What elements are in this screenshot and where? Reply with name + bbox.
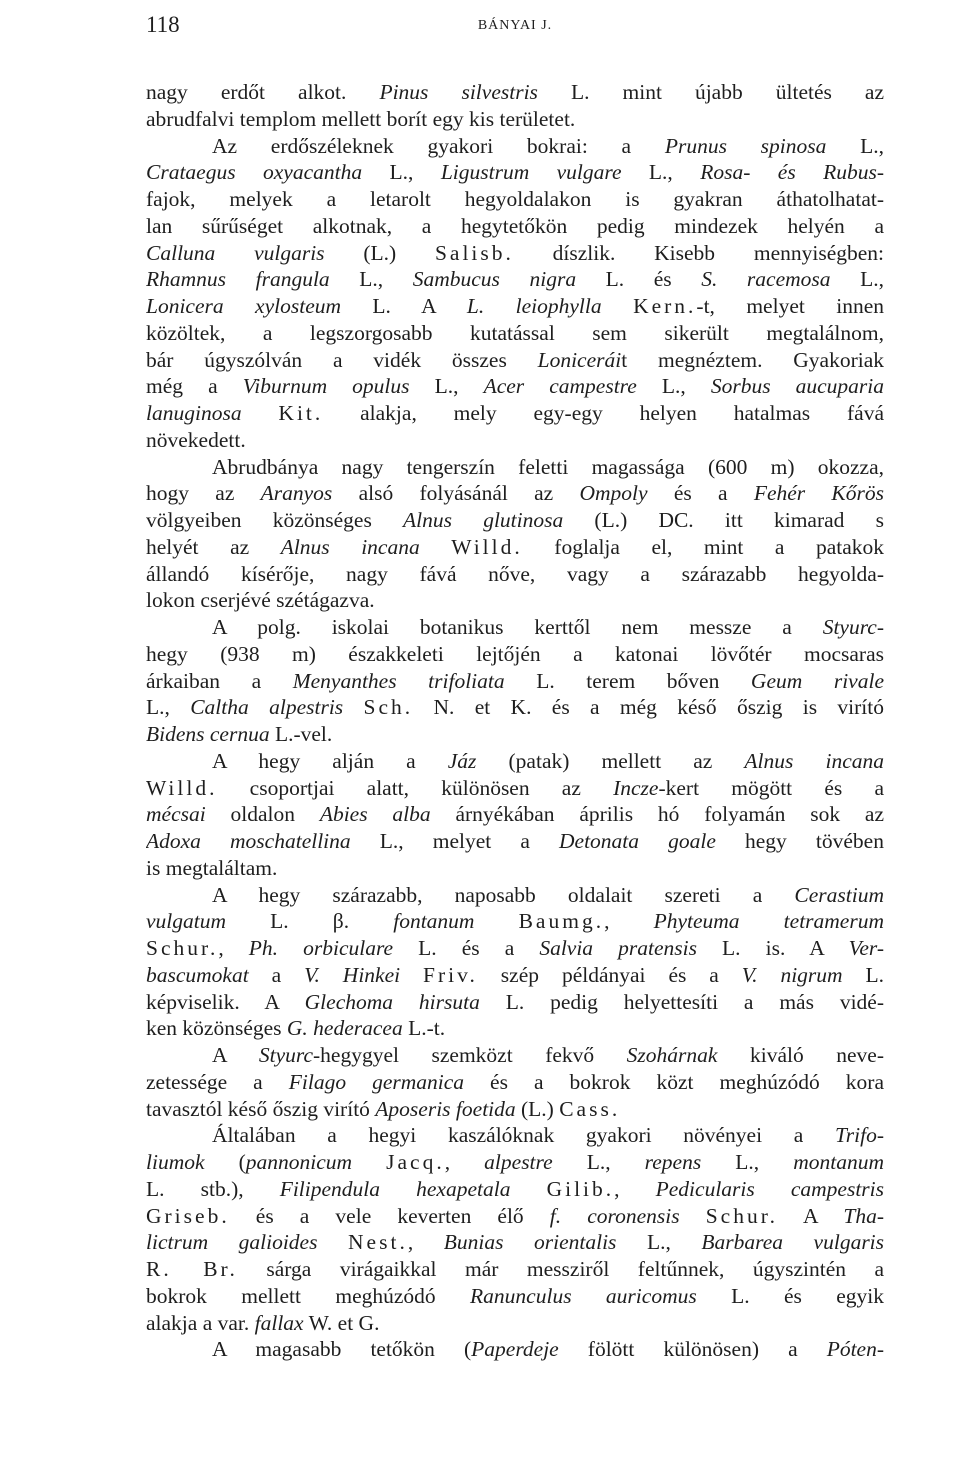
text-run: zetessége a: [146, 1069, 289, 1094]
text-line: [146, 908, 884, 935]
italic-taxon: Póten-: [826, 1337, 884, 1362]
italic-taxon: Crataegus oxyacantha: [146, 160, 363, 185]
text-line: [146, 962, 884, 989]
text-line: [146, 1122, 884, 1149]
text-run: közöltek, a legszorgosabb kutatással sem sikerült megtalálnom,: [146, 320, 884, 345]
italic-taxon: alpestre: [484, 1150, 553, 1174]
text-run: alakja, mely egy-egy helyen hatalmas fává: [323, 401, 884, 425]
text-run: -hegygyel szemközt fekvő: [313, 1043, 627, 1067]
italic-taxon: Jáz: [447, 748, 477, 773]
text-line: [146, 775, 884, 802]
italic-taxon: f. coronensis: [549, 1203, 680, 1228]
italic-taxon: Rosa- és Rubus-: [700, 160, 884, 185]
italic-taxon: G. hederacea: [286, 1016, 403, 1041]
text-run: L. és egyik: [696, 1283, 884, 1308]
text-run: is megtaláltam.: [146, 855, 278, 880]
text-run: bokrok mellett meghúzódó: [146, 1283, 471, 1308]
text-line: [146, 1015, 884, 1042]
text-line: [146, 213, 884, 240]
text-run: ,: [614, 1176, 656, 1201]
text-line: [146, 882, 884, 909]
text-run: [317, 1230, 348, 1254]
text-run: sárga virágaikkal már messziről feltűnnek, úgyszintén a: [237, 1257, 884, 1281]
italic-taxon: Geum rivale: [750, 668, 884, 693]
spaced-author: R. Br.: [146, 1257, 238, 1281]
text-run: [242, 401, 279, 425]
italic-taxon: Aranyos: [260, 481, 333, 506]
italic-taxon: pannonicum: [245, 1150, 353, 1174]
text-line: [146, 1229, 884, 1256]
text-run: helyét az: [146, 534, 281, 559]
text-run: L.,: [552, 1150, 645, 1174]
spaced-author: Griseb.: [146, 1203, 230, 1228]
text-run: L.-t.: [402, 1016, 446, 1041]
text-run: A polg. iskolai botanikus kerttől nem messze a: [212, 615, 823, 639]
text-run: L.: [842, 962, 884, 987]
text-run: lan sűrűséget alkotnak, a hegytetőkön pedig mindezek helyén a: [146, 213, 884, 238]
italic-taxon: Sorbus aucuparia: [710, 374, 884, 399]
spaced-author: Cass.: [559, 1096, 621, 1121]
text-run: ,: [218, 936, 249, 960]
text-run: (L.): [515, 1096, 560, 1121]
text-line: [146, 480, 884, 507]
text-line: [146, 801, 884, 828]
text-line: [146, 989, 884, 1016]
italic-taxon: Barbarea vulgaris: [701, 1230, 884, 1255]
text-run: N. et K. és a még késő őszig is virító: [413, 695, 884, 720]
italic-taxon: Ompoly: [579, 481, 648, 506]
italic-taxon: repens: [644, 1150, 702, 1174]
italic-taxon: Abies alba: [319, 802, 431, 827]
text-run: L. β.: [226, 909, 394, 934]
italic-taxon: V. Hinkei: [304, 962, 401, 987]
text-run: Az erdőszéleknek gyakori bokrai: a: [212, 133, 665, 158]
text-line: [146, 1096, 884, 1123]
italic-taxon: Alnus incana: [280, 534, 420, 559]
text-run: völgyeiben közönséges: [146, 508, 404, 532]
text-run: L., melyet a: [350, 829, 560, 853]
text-run: képviselik. A: [146, 989, 305, 1014]
text-run: [510, 1177, 546, 1201]
text-run: ken közönséges: [146, 1016, 287, 1041]
text-run: L.,: [826, 133, 884, 158]
text-line: [146, 400, 884, 427]
italic-taxon: Phyteuma tetramerum: [653, 909, 884, 934]
text-run: [474, 909, 518, 933]
text-run: abrudfalvi templom mellett borít egy kis területet.: [146, 106, 576, 131]
text-run: L. és: [576, 267, 702, 292]
text-line: [146, 79, 884, 106]
text-run: L. pedig helyettesíti a más vidé-: [479, 989, 884, 1014]
text-line: [146, 748, 884, 775]
text-line: [146, 1336, 884, 1363]
text-run: tavasztól késő őszig virító: [146, 1096, 376, 1121]
text-line: [146, 1256, 884, 1283]
italic-taxon: Trifo-: [835, 1123, 884, 1148]
italic-taxon: montanum: [793, 1150, 884, 1174]
text-run: [602, 294, 633, 318]
text-run: csoportjai alatt, különösen az: [217, 775, 614, 800]
text-line: [146, 266, 884, 293]
spaced-author: Kern.: [633, 294, 697, 318]
italic-taxon: V. nigrum: [741, 962, 843, 987]
text-run: hegy (938 m) északkeleti lejtőjén a katonai lövőtér mocsaras: [146, 641, 884, 666]
italic-taxon: Ranunculus auricomus: [470, 1283, 697, 1308]
italic-taxon: fallax: [254, 1310, 304, 1335]
text-run: L.,: [329, 267, 413, 292]
text-run: a: [248, 962, 305, 987]
italic-taxon: Calluna vulgaris: [146, 240, 325, 265]
italic-taxon: Szohárnak: [626, 1043, 718, 1067]
text-run: A hegy alján a: [212, 748, 448, 773]
spaced-author: Willd.: [451, 534, 523, 559]
text-run: L. A: [341, 294, 467, 318]
text-run: [680, 1204, 706, 1228]
text-run: hegy tövében: [715, 829, 884, 853]
page-number: 118: [146, 12, 180, 37]
text-line: [146, 668, 884, 695]
text-run: lokon cserjévé szétágazva.: [146, 588, 375, 613]
italic-taxon: Filago germanica: [288, 1069, 465, 1094]
text-run: kiváló neve-: [717, 1043, 884, 1067]
italic-taxon: vulgatum: [146, 909, 227, 934]
italic-taxon: Incze: [613, 775, 659, 800]
text-run: -kert mögött és a: [658, 775, 884, 800]
text-line: [146, 106, 884, 133]
text-run: foglalja el, mint a patakok: [522, 534, 884, 559]
italic-taxon: Sambucus nigra: [412, 267, 577, 292]
text-run: [420, 535, 452, 559]
italic-taxon: Lonicerái: [537, 347, 622, 372]
spaced-author: Nest.: [348, 1230, 408, 1255]
italic-taxon: Ver-: [848, 936, 884, 960]
text-run: L. mint újabb ültetés az: [537, 80, 884, 104]
text-run: L.,: [636, 374, 711, 399]
spaced-author: Jacq.: [386, 1150, 445, 1174]
text-line: [146, 587, 884, 614]
spaced-author: Schur.: [146, 936, 219, 960]
body-text: [146, 79, 884, 1363]
text-run: és a bokrok közt meghúzódó kora: [464, 1069, 884, 1094]
text-run: A: [778, 1203, 844, 1228]
text-line: [146, 1069, 884, 1096]
text-run: L.,: [830, 267, 884, 292]
text-run: [352, 1150, 386, 1174]
text-run: fajok, melyek a letarolt hegyoldalakon is gyakran áthatolhatat-: [146, 187, 884, 211]
text-run: ,: [407, 1230, 444, 1255]
text-line: [146, 561, 884, 588]
text-run: árnyékában április hó folyamán sok az: [430, 802, 884, 827]
text-run: A: [212, 1043, 259, 1067]
text-run: állandó kísérője, nagy fává nőve, vagy a szárazabb hegyolda-: [146, 561, 884, 586]
running-title: BÁNYAI J.: [477, 18, 553, 33]
italic-taxon: liumok: [146, 1150, 205, 1174]
text-run: fölött különösen) a: [558, 1337, 827, 1362]
italic-taxon: Menyanthes trifoliata: [292, 668, 505, 693]
text-run: A hegy szárazabb, naposabb oldalait szereti a: [212, 882, 795, 907]
text-line: [146, 1042, 884, 1069]
text-line: [146, 935, 884, 962]
text-run: (patak) mellett az: [476, 748, 745, 773]
italic-taxon: Caltha alpestris: [190, 695, 344, 720]
text-line: [146, 614, 884, 641]
text-line: [146, 721, 884, 748]
text-line: [146, 320, 884, 347]
text-run: oldalon: [205, 802, 320, 827]
spaced-author: Willd.: [146, 775, 218, 800]
italic-taxon: Glechoma hirsuta: [304, 989, 480, 1014]
italic-taxon: Tha-: [843, 1203, 884, 1228]
text-run: hogy az: [146, 481, 261, 506]
text-run: növekedett.: [146, 427, 246, 452]
text-line: [146, 1203, 884, 1230]
italic-taxon: Alnus incana: [744, 748, 884, 773]
italic-taxon: fontanum: [393, 909, 475, 934]
text-run: alsó folyásánál az: [332, 481, 580, 506]
text-line: [146, 293, 884, 320]
text-run: árkaiban a: [146, 668, 293, 693]
text-run: [400, 963, 423, 987]
spaced-author: Gilib.: [546, 1176, 615, 1201]
text-run: L.,: [409, 374, 484, 399]
text-run: L. is. A: [696, 936, 849, 960]
text-run: [343, 695, 363, 719]
text-run: (L.) DC. itt kimarad s: [563, 508, 884, 532]
italic-taxon: bascumokat: [146, 962, 249, 987]
italic-taxon: Detonata goale: [559, 829, 716, 853]
text-line: [146, 133, 884, 160]
spaced-author: Kit.: [278, 401, 324, 425]
text-run: L. és a: [393, 936, 540, 960]
text-run: -t, melyet innen: [696, 294, 884, 318]
italic-taxon: Bidens cernua: [146, 722, 270, 746]
text-run: L.,: [701, 1150, 794, 1174]
text-line: [146, 347, 884, 374]
text-run: L.,: [362, 160, 441, 185]
text-run: bár úgyszólván a vidék összes: [146, 347, 538, 372]
italic-taxon: Filipendula hexapetala: [279, 1176, 511, 1201]
italic-taxon: Ph. orbiculare: [248, 936, 394, 960]
text-run: és a vele keverten élő: [229, 1203, 550, 1228]
italic-taxon: Fehér Kőrös: [753, 481, 884, 506]
text-line: [146, 1310, 884, 1337]
italic-taxon: mécsai: [146, 802, 206, 827]
spaced-author: Sch.: [363, 695, 414, 720]
italic-taxon: Bunias orientalis: [443, 1230, 617, 1255]
italic-taxon: Cerastium: [794, 882, 884, 907]
italic-taxon: lictrum galioides: [146, 1230, 318, 1255]
text-run: (: [204, 1150, 246, 1174]
text-run: alakja a var.: [146, 1310, 255, 1335]
text-run: A magasabb tetőkön (: [212, 1337, 472, 1362]
text-run: ,: [444, 1150, 485, 1174]
text-run: ,: [604, 909, 654, 934]
italic-taxon: L. leiophylla: [466, 294, 602, 318]
text-run: W. et G.: [303, 1310, 380, 1335]
italic-taxon: Salvia pratensis: [539, 936, 697, 960]
text-line: [146, 828, 884, 855]
text-line: [146, 454, 884, 481]
italic-taxon: Adoxa moschatellina: [146, 829, 351, 853]
italic-taxon: Rhamnus frangula: [146, 267, 330, 292]
text-line: [146, 855, 884, 882]
italic-taxon: Ligustrum vulgare: [440, 160, 622, 185]
text-line: [146, 641, 884, 668]
text-run: L.,: [146, 695, 191, 720]
text-run: még a: [146, 374, 243, 399]
text-line: [146, 1149, 884, 1176]
spaced-author: Salisb.: [434, 240, 514, 265]
text-line: [146, 507, 884, 534]
spaced-author: Friv.: [423, 962, 478, 987]
italic-taxon: lanuginosa: [146, 401, 242, 425]
text-run: díszlik. Kisebb mennyiségben:: [513, 240, 884, 265]
text-line: [146, 534, 884, 561]
text-run: nagy erdőt alkot.: [146, 80, 380, 104]
italic-taxon: Viburnum opulus: [242, 374, 410, 399]
text-run: és a: [647, 481, 754, 506]
italic-taxon: Aposeris foetida: [375, 1096, 516, 1121]
italic-taxon: Pedicularis campestris: [655, 1176, 884, 1201]
spaced-author: Schur.: [705, 1203, 779, 1228]
text-run: (L.): [324, 240, 435, 265]
italic-taxon: S. racemosa: [701, 267, 831, 292]
text-line: [146, 694, 884, 721]
text-run: L. terem bőven: [504, 668, 751, 693]
text-line: [146, 1283, 884, 1310]
running-head: [146, 12, 884, 42]
text-line: [146, 159, 884, 186]
italic-taxon: Prunus spinosa: [664, 133, 827, 158]
spaced-author: Baumg.: [518, 909, 605, 934]
text-line: [146, 1176, 884, 1203]
italic-taxon: Lonicera xylosteum: [146, 294, 342, 318]
text-run: Általában a hegyi kaszálóknak gyakori növényei a: [212, 1123, 835, 1148]
italic-taxon: Pinus silvestris: [379, 80, 538, 104]
italic-taxon: Paperdeje: [471, 1337, 559, 1362]
text-line: [146, 186, 884, 213]
text-line: [146, 240, 884, 267]
text-run: L. stb.),: [146, 1176, 280, 1201]
italic-taxon: Styurc-: [822, 615, 884, 639]
text-run: szép példányai és a: [477, 962, 742, 987]
text-line: [146, 427, 884, 454]
italic-taxon: Acer campestre: [483, 374, 637, 399]
text-run: L.,: [621, 160, 701, 185]
text-run: t megnéztem. Gyakoriak: [621, 347, 884, 372]
text-line: [146, 373, 884, 400]
text-run: L.-vel.: [269, 722, 333, 746]
italic-taxon: Styurc: [258, 1043, 313, 1067]
text-run: L.,: [616, 1230, 702, 1255]
italic-taxon: Alnus glutinosa: [403, 508, 564, 532]
text-run: Abrudbánya nagy tengerszín feletti magassága (600 m) okozza,: [212, 454, 884, 479]
